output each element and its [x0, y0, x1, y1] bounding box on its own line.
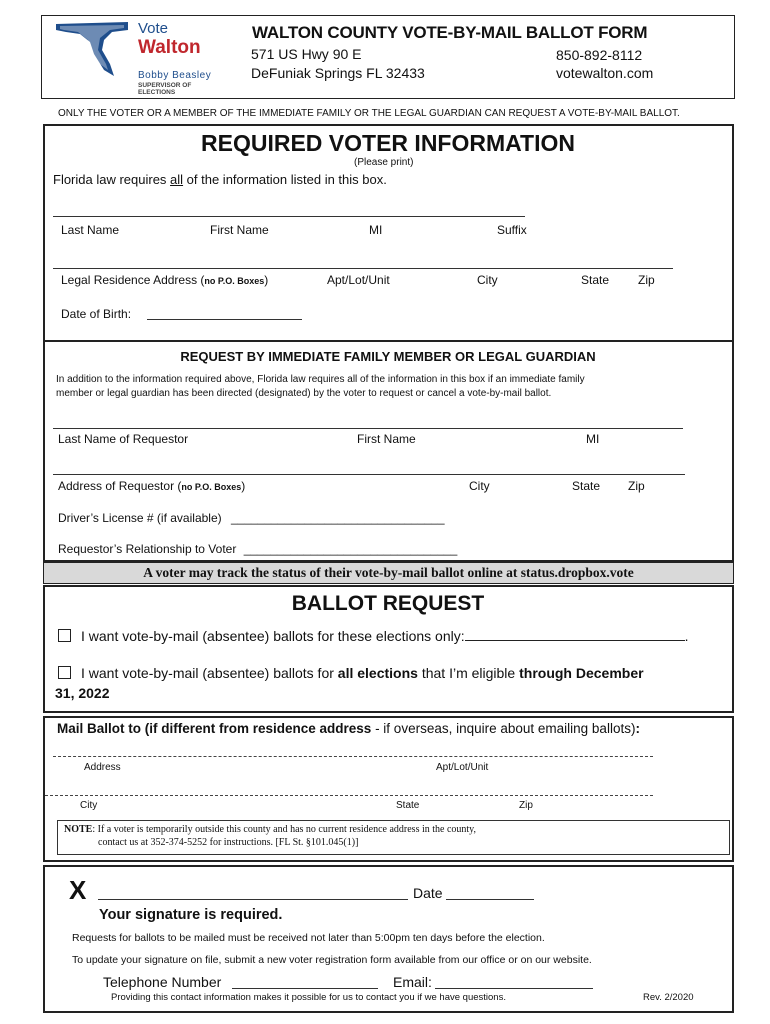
- contact-info-note: Providing this contact information makes it possible for us to contact you if we have questions.: [111, 992, 506, 1003]
- logo-name: Bobby Beasley: [138, 70, 212, 81]
- mail-ballot-heading: [57, 721, 640, 736]
- note-line1: [64, 824, 729, 835]
- requestor-mi-label: MI: [586, 432, 600, 446]
- requestor-no-po: no P.O. Boxes: [181, 482, 242, 492]
- date-label: Date: [413, 885, 443, 901]
- revision-date: Rev. 2/2020: [643, 992, 694, 1003]
- specific-elections-blank[interactable]: [465, 626, 685, 641]
- dob-label: Date of Birth:: [61, 307, 132, 321]
- note-text1: : If a voter is temporarily outside this county and has no current residence address in the county,: [92, 824, 477, 835]
- track-banner: [43, 562, 734, 584]
- law-text-all: all: [170, 172, 184, 187]
- logo: [54, 20, 229, 96]
- law-requirement: [53, 172, 387, 187]
- residence-text: Legal Residence Address (: [61, 273, 205, 287]
- dob-line[interactable]: [147, 319, 302, 320]
- state-label: State: [581, 273, 610, 287]
- mail-city-line[interactable]: [45, 795, 653, 796]
- requestor-address-text: Address of Requestor (: [58, 479, 182, 493]
- option-specific-elections[interactable]: [58, 626, 689, 644]
- requestor-address-close: ): [241, 479, 246, 493]
- mail-apt-label: Apt/Lot/Unit: [436, 762, 489, 773]
- mail-ballot-heading-bold: Mail Ballot to (if different from residence address: [57, 721, 372, 736]
- city-label: City: [477, 273, 498, 287]
- mi-label: MI: [369, 223, 383, 237]
- track-banner-text: A voter may track the status of their vote-by-mail ballot online at status.dropbox.vote: [143, 565, 634, 580]
- family-description-line2: member or legal guardian has been directed (designated) by the voter to request or cancel a vote-by-mail ballot.: [56, 388, 552, 399]
- relationship-row: [58, 542, 457, 556]
- mail-city-label: City: [80, 800, 98, 811]
- specific-elections-text: I want vote-by-mail (absentee) ballots for these elections only:: [81, 628, 465, 644]
- license-label: Driver’s License # (if available): [58, 511, 222, 525]
- voter-info-heading: REQUIRED VOTER INFORMATION: [201, 130, 575, 156]
- all-elections-end-date: 31, 2022: [55, 685, 110, 701]
- eligibility-notice: ONLY THE VOTER OR A MEMBER OF THE IMMEDIATE FAMILY OR THE LEGAL GUARDIAN CAN REQUEST A VOTE-BY-MAIL BALLOT.: [58, 108, 680, 119]
- deadline-text: Requests for ballots to be mailed must be received not later than 5:00pm ten days before the election.: [72, 932, 545, 944]
- ballot-request-heading: BALLOT REQUEST: [291, 592, 485, 615]
- residence-address-label: [61, 273, 268, 287]
- all-elections-text-mid: that I’m eligible: [417, 665, 520, 681]
- residence-close: ): [264, 273, 269, 287]
- residence-line[interactable]: [53, 268, 673, 269]
- suffix-label: Suffix: [497, 223, 527, 237]
- mail-address-line[interactable]: [53, 756, 653, 757]
- license-blank[interactable]: ________________________________: [230, 511, 445, 525]
- requestor-first-name-label: First Name: [357, 432, 416, 446]
- license-row: [58, 511, 445, 525]
- requestor-last-name-label: Last Name of Requestor: [58, 432, 189, 446]
- all-elections-checkbox[interactable]: [58, 666, 71, 679]
- office-address-line2: DeFuniak Springs FL 32433: [251, 65, 425, 81]
- requestor-state-label: State: [572, 479, 601, 493]
- requestor-city-label: City: [469, 479, 490, 493]
- all-elections-bold: all elections: [337, 665, 418, 681]
- relationship-blank[interactable]: ________________________________: [243, 542, 458, 556]
- specific-elections-period: .: [684, 628, 689, 644]
- all-elections-through: through December: [519, 665, 644, 681]
- mail-zip-label: Zip: [519, 800, 533, 811]
- office-website: votewalton.com: [556, 65, 654, 81]
- logo-vote: Vote: [138, 20, 169, 37]
- first-name-label: First Name: [210, 223, 269, 237]
- logo-walton: Walton: [138, 37, 201, 58]
- requestor-name-line[interactable]: [53, 428, 683, 429]
- date-line[interactable]: [446, 899, 534, 900]
- email-line[interactable]: [435, 988, 593, 989]
- zip-label: Zip: [638, 273, 655, 287]
- email-label: Email:: [393, 974, 432, 990]
- signature-line[interactable]: [98, 899, 408, 900]
- option-all-elections[interactable]: [58, 665, 644, 681]
- apt-label: Apt/Lot/Unit: [327, 273, 390, 287]
- form-title: WALTON COUNTY VOTE-BY-MAIL BALLOT FORM: [252, 23, 648, 42]
- relationship-label: Requestor’s Relationship to Voter: [58, 542, 237, 556]
- requestor-address-line[interactable]: [53, 474, 685, 475]
- specific-elections-checkbox[interactable]: [58, 629, 71, 642]
- florida-map-icon: [54, 20, 132, 78]
- mail-ballot-heading-colon: :: [635, 721, 640, 736]
- law-text-end: of the information listed in this box.: [183, 172, 387, 187]
- law-text-start: Florida law requires: [53, 172, 171, 187]
- note-label: NOTE: [64, 824, 93, 835]
- signature-required: Your signature is required.: [99, 907, 283, 923]
- logo-subtitle: SUPERVISOR OF ELECTIONS: [138, 82, 192, 96]
- print-note: (Please print): [354, 157, 414, 168]
- mail-address-label: Address: [84, 762, 121, 773]
- requestor-zip-label: Zip: [628, 479, 645, 493]
- requestor-address-label: [58, 479, 245, 493]
- name-line[interactable]: [53, 216, 525, 217]
- last-name-label: Last Name: [61, 223, 120, 237]
- overseas-note: [57, 820, 730, 855]
- telephone-line[interactable]: [232, 988, 378, 989]
- mail-ballot-heading-rest: - if overseas, inquire about emailing ballots): [371, 721, 636, 736]
- update-signature-text: To update your signature on file, submit a new voter registration form available from our office or on our website.: [72, 954, 592, 966]
- family-description-line1: In addition to the information required above, Florida law requires all of the information in this box if an immediate family: [56, 374, 585, 385]
- signature-x-mark: X: [69, 875, 87, 905]
- mail-state-label: State: [396, 800, 420, 811]
- office-phone: 850-892-8112: [556, 47, 643, 63]
- family-heading: REQUEST BY IMMEDIATE FAMILY MEMBER OR LEGAL GUARDIAN: [180, 349, 596, 364]
- telephone-label: Telephone Number: [103, 974, 222, 990]
- all-elections-text-start: I want vote-by-mail (absentee) ballots for: [81, 665, 338, 681]
- note-line2: contact us at 352-374-5252 for instructions. [FL St. §101.045(1)]: [98, 837, 359, 848]
- residence-no-po: no P.O. Boxes: [204, 276, 265, 286]
- office-address-line1: 571 US Hwy 90 E: [251, 46, 362, 62]
